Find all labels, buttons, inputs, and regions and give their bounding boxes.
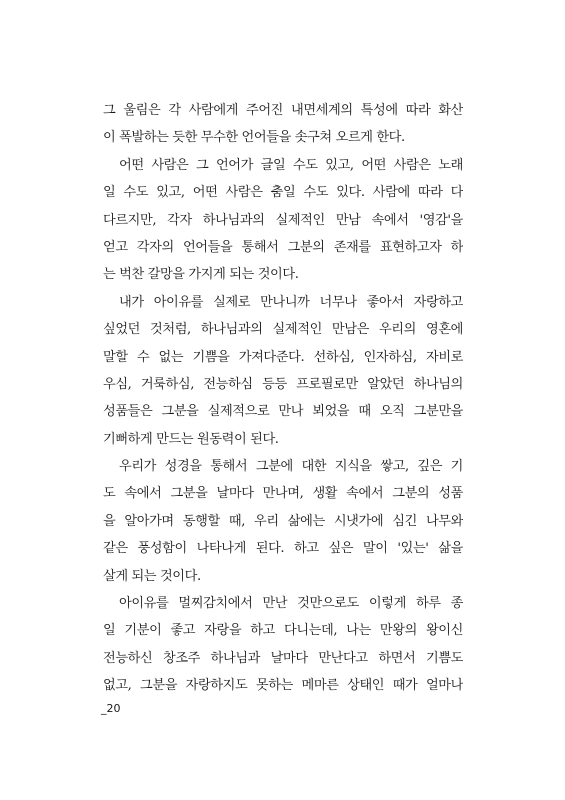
text-line: 다르지만, 각자 하나님과의 실제적인 만남 속에서 '영감'을 xyxy=(103,212,463,228)
text-line: 우리가 성경을 통해서 그분에 대한 지식을 쌓고, 깊은 기 xyxy=(119,459,463,475)
text-line: 그 울림은 각 사람에게 주어진 내면세계의 특성에 따라 화산 xyxy=(103,103,463,118)
text-line: 내가 아이유를 실제로 만나니까 너무나 좋아서 자랑하고 xyxy=(119,294,463,310)
text-line: 얻고 각자의 언어들을 통해서 그분의 존재를 표현하고자 하 xyxy=(103,239,463,255)
text-line: 성품들은 그분을 실제적으로 만나 뵈었을 때 오직 그분만을 xyxy=(103,404,463,420)
body-text xyxy=(103,97,463,700)
text-line: 기뻐하게 만드는 원동력이 된다. xyxy=(103,431,279,447)
text-line: 도 속에서 그분을 날마다 만나며, 생활 속에서 그분의 성품 xyxy=(103,486,463,502)
text-line: 말할 수 없는 기쁨을 가져다준다. 선하심, 인자하심, 자비로 xyxy=(103,349,463,365)
text-line: 아이유를 멀찌감치에서 만난 것만으로도 이렇게 하루 종 xyxy=(119,596,463,612)
text-line: 없고, 그분을 자랑하지도 못하는 메마른 상태인 때가 얼마나 xyxy=(103,678,463,694)
text-line: 일 수도 있고, 어떤 사람은 춤일 수도 있다. 사람에 따라 다 xyxy=(103,185,463,201)
text-line: 전능하신 창조주 하나님과 날마다 만난다고 하면서 기쁨도 xyxy=(103,650,463,666)
text-line: 어떤 사람은 그 언어가 글일 수도 있고, 어떤 사람은 노래 xyxy=(119,157,463,173)
text-line: 살게 되는 것이다. xyxy=(103,568,201,584)
text-line: 일 기분이 좋고 자랑을 하고 다니는데, 나는 만왕의 왕이신 xyxy=(103,623,463,639)
text-line: 우심, 거룩하심, 전능하심 등등 프로필로만 알았던 하나님의 xyxy=(103,376,463,392)
text-line: 이 폭발하는 듯한 무수한 언어들을 솟구쳐 오르게 한다. xyxy=(103,130,405,146)
text-line: 싶었던 것처럼, 하나님과의 실제적인 만남은 우리의 영혼에 xyxy=(103,322,463,338)
text-line: 을 알아가며 동행할 때, 우리 삶에는 시냇가에 심긴 나무와 xyxy=(103,513,463,529)
page-number: _20 xyxy=(101,702,121,715)
text-line: 는 벅찬 갈망을 가지게 되는 것이다. xyxy=(103,267,299,283)
text-line: 같은 풍성함이 나타나게 된다. 하고 싶은 말이 '있는' 삶을 xyxy=(103,541,463,557)
